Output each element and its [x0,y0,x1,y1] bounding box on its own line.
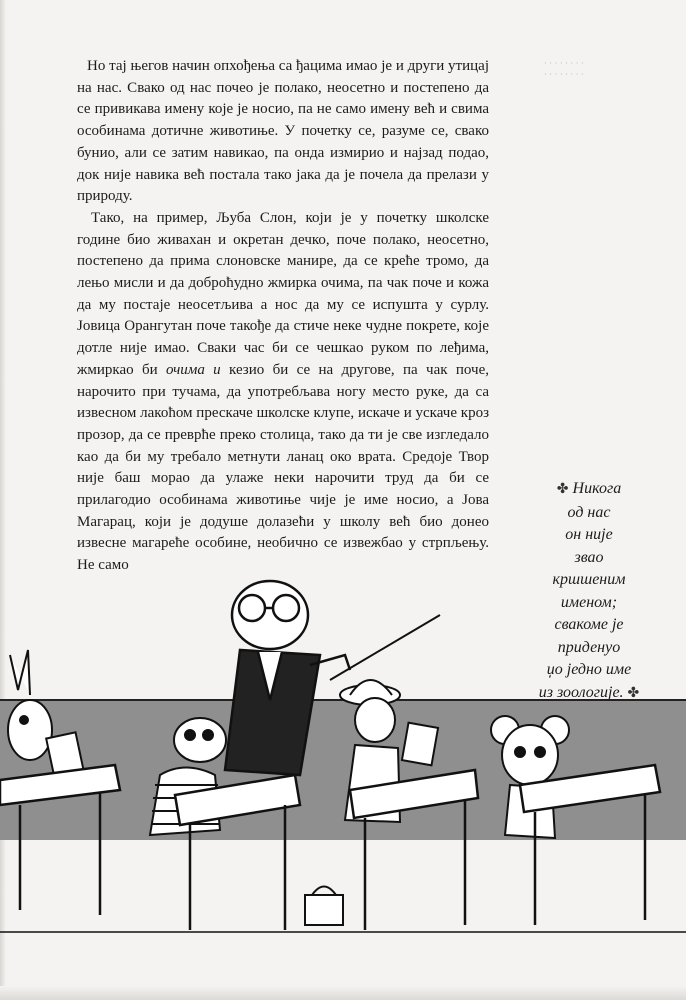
pointer-stick [330,615,440,680]
paragraph-2-part-b: кезио би се на другове, па чак поче, нарочито при тучама, да употребљава ногу место руке, да са извесном лакоћом прескаче школске клупе, искаче и ускаче кроз прозор, да се преврће преко столица, тако да ти је све изгледало као да би му требало метнути ланац око врата. Средоје Твор није баш морао да улаже неки нарочити труд да би се прилагодио особинама животиње чије је име носио, а Јова Магарац, који је додуше долазећи у школу већ био донео извесне магареће особине, необично се извежбао у стрпљењу. Не само [77,361,489,574]
sidebar-line: из зоологије. ✤ [538,683,640,701]
facing-page-bleed [544,58,672,80]
bleed-line: · · · · · · · · [544,69,584,79]
sidebar-line: он није [565,526,613,543]
sidebar-line: џо једно име [546,661,632,678]
sidebar-line: свакоме је [554,616,624,633]
ornament-icon: ✤ [627,685,640,701]
sidebar-line: приденуо [557,638,621,656]
ornament-icon: ✤ [556,482,569,497]
sidebar-line: звао [574,548,604,566]
sidebar-line: кршшеним [552,571,626,588]
sidebar-line: ✤ Никога [556,480,622,497]
bottom-shadow [0,986,686,1000]
paragraph-2-part-a: Тако, на пример, Љуба Слон, који је у почетку школске године био живахан и окретан дечко, поче полако, неосетно, постепено да прима слоновске манире, да се креће тромо, да лењо мисли и да доброћудно жмирка очима, па чак поче и кожа да му постаје неосетљива а нос да му се испушта у сурлу. Јовица Орангутан поче такође да стиче неке чудне покрете, које дотле није имао. Сваки час би се чешкао руком по леђима, жмиркао би [77,209,489,378]
classroom-illustration [0,560,686,980]
desk [350,770,478,930]
paragraph-2 [77,208,489,577]
desk [175,775,300,930]
paragraph-1: Но тај његов начин опхођења са ђацима имао је и други утицај на нас. Свако од нас почео је полако, неосетно и постепено да се привикава имену које је носио, па не само имену већ и свима особинама дотичне животиње. У почетку се, разуме се, свако бунио, али се затим навикао, па онда измирио и најзад подао, док није навика већ постала тако јака да је почела да прелази у природу. [77,58,489,205]
sidebar-line: од нас [567,503,611,521]
desk [520,765,660,925]
body-text [77,56,489,577]
bag-on-floor [305,887,343,926]
italic-phrase: очима и [165,361,221,378]
bleed-line: · · · · · · · · [544,58,584,68]
sidebar-line: именом; [560,593,618,611]
